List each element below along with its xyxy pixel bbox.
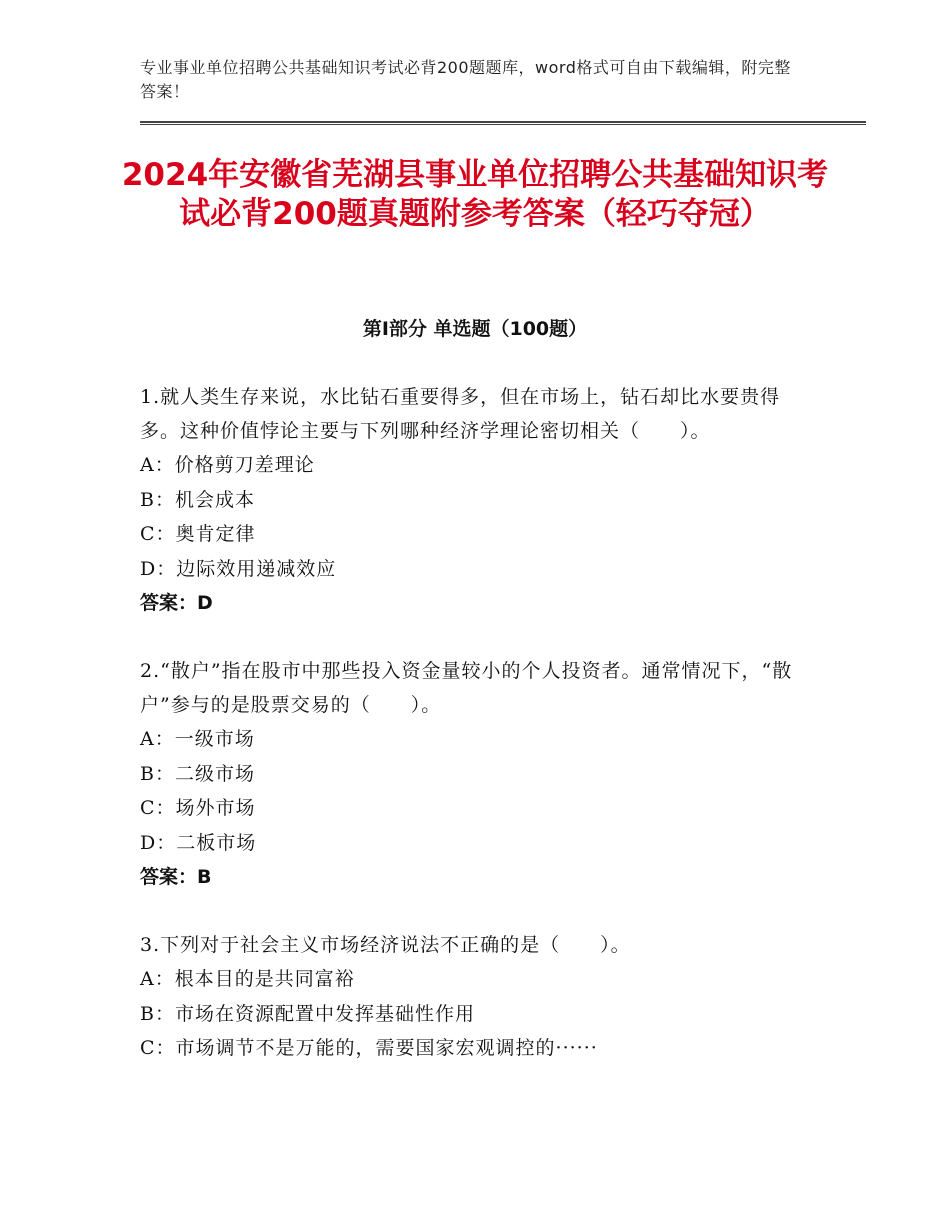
- header-note: 专业事业单位招聘公共基础知识考试必背200题题库，word格式可自由下载编辑，附完整答案！: [140, 58, 791, 101]
- question-stem: 2.“散户”指在股市中那些投入资金量较小的个人投资者。通常情况下，“散户”参与的是股票交易的（ ）。: [140, 660, 793, 716]
- question-option-d: D：二板市场: [140, 831, 257, 854]
- question-option-b: B：机会成本: [140, 488, 255, 511]
- question-option-b: B：市场在资源配置中发挥基础性作用: [140, 1002, 475, 1025]
- question-option-c: C：奥肯定律: [140, 523, 256, 545]
- question-item: [140, 928, 810, 1066]
- question-item: [140, 654, 810, 894]
- question-stem: 1.就人类生存来说，水比钻石重要得多，但在市场上，钻石却比水要贵得多。这种价值悖论主要与下列哪种经济学理论密切相关（ ）。: [140, 386, 781, 442]
- question-stem: 3.下列对于社会主义市场经济说法不正确的是（ ）。: [140, 934, 631, 956]
- header-divider: [140, 121, 866, 125]
- document-title: 2024年安徽省芜湖县事业单位招聘公共基础知识考试必背200题真题附参考答案（轻巧夺冠）: [121, 157, 829, 232]
- question-option-a: A：根本目的是共同富裕: [140, 968, 355, 990]
- question-answer: 答案：D: [140, 592, 213, 614]
- question-option-c: C：场外市场: [140, 797, 256, 819]
- question-list: [140, 380, 810, 1100]
- question-answer: 答案：B: [140, 866, 212, 888]
- question-item: [140, 380, 810, 620]
- question-option-b: B：二级市场: [140, 762, 255, 785]
- question-option-a: A：价格剪刀差理论: [140, 454, 315, 476]
- section-title: 第I部分 单选题（100题）: [362, 318, 588, 340]
- question-option-d: D：边际效用递减效应: [140, 557, 337, 580]
- question-option-a: A：一级市场: [140, 728, 255, 750]
- question-option-c: C：市场调节不是万能的，需要国家宏观调控的······: [140, 1037, 598, 1059]
